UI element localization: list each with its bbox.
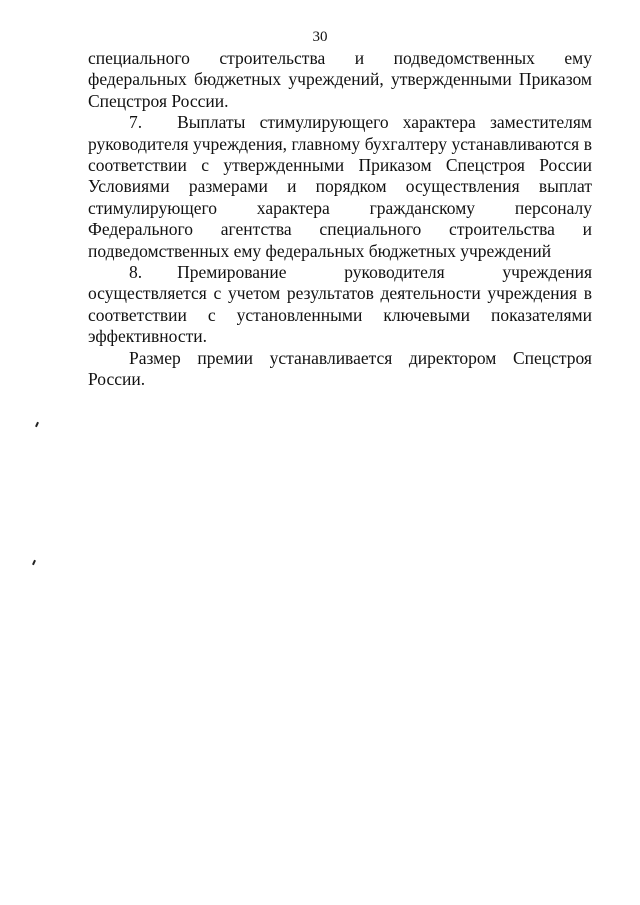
- scan-speck: [35, 422, 39, 427]
- item-number: 7.: [129, 112, 143, 133]
- paragraph-premium-size: [88, 348, 592, 391]
- paragraph-text: Размер премии устанавливается директором Спецстроя России.: [88, 347, 592, 390]
- scan-speck: [32, 560, 36, 565]
- paragraph-continuation: [88, 48, 592, 112]
- document-body: [88, 48, 592, 391]
- item-number: 8.: [129, 262, 143, 283]
- page-number: 30: [312, 29, 328, 45]
- paragraph-text: Премирование руководителя учреждения осуществляется с учетом результатов деятельности учреждения в соответствии с установленными ключевыми показателями эффективности.: [88, 262, 592, 347]
- paragraph-text: Выплаты стимулирующего характера заместителям руководителя учреждения, главному бухгалтеру устанавливаются в соответствии с утвержденными Приказом Спецстроя России Условиями размерами и порядком осуществления выплат стимулирующего характера гражданскому персоналу Федерального агентства специального строительства и подведомственных ему федеральных бюджетных учреждений: [88, 112, 592, 261]
- paragraph-text: специального строительства и подведомственных ему федеральных бюджетных учреждений, утвержденными Приказом Спецстроя России.: [88, 48, 592, 111]
- paragraph-item-7: [88, 112, 592, 262]
- paragraph-item-8: [88, 262, 592, 348]
